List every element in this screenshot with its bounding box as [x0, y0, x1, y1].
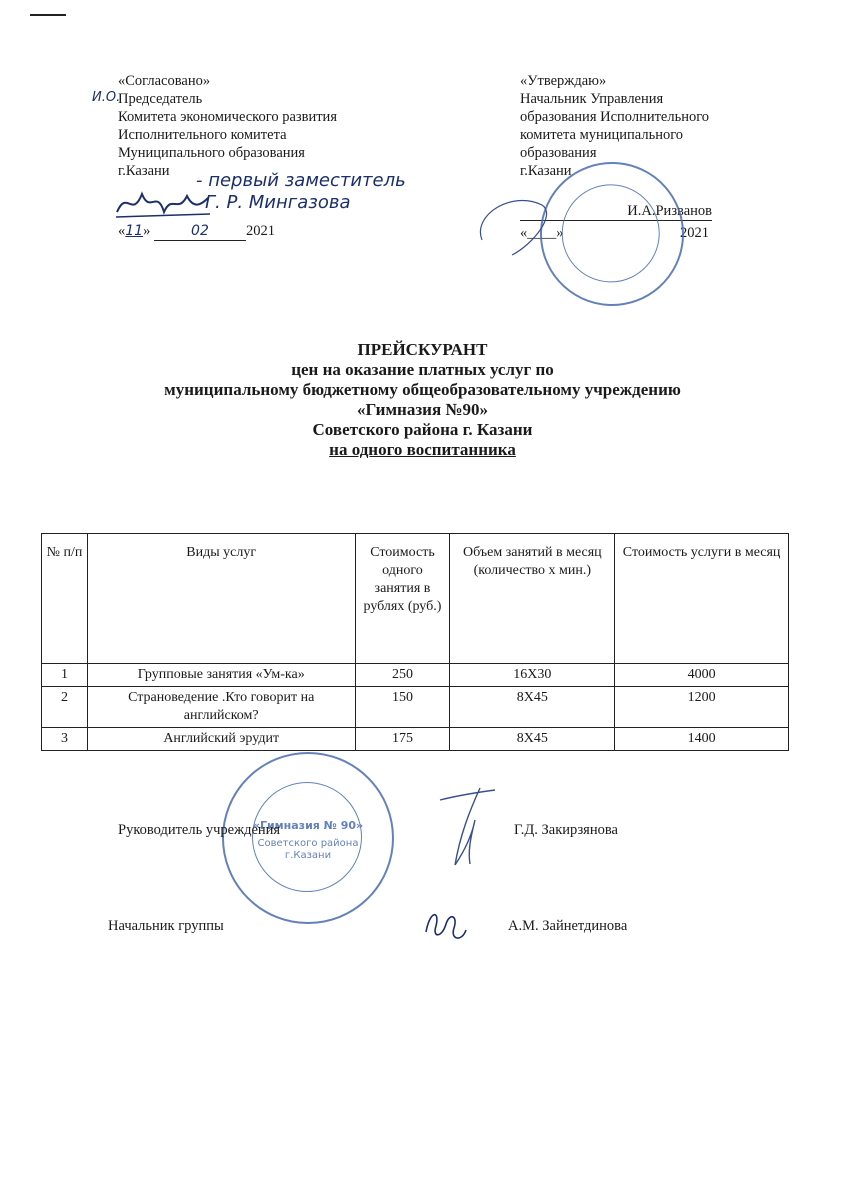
- header-volume: Объем занятий в месяц (количество х мин.): [450, 534, 615, 664]
- date-year: 2021: [245, 223, 275, 239]
- header-service: Виды услуг: [87, 534, 355, 664]
- approver-position-line: образования Исполнительного: [520, 109, 710, 125]
- approver-position-line: Начальник Управления: [520, 91, 664, 107]
- cell-volume: 8Х45: [450, 728, 615, 751]
- cell-service: Страноведение .Кто говорит на английском?: [87, 687, 355, 728]
- cell-num: 2: [42, 687, 88, 728]
- approver-position-line: образования: [520, 145, 597, 161]
- title-subtitle: на одного воспитанника: [329, 440, 516, 459]
- title-main: ПРЕЙСКУРАНТ: [357, 340, 488, 359]
- cell-monthly: 4000: [615, 664, 789, 687]
- cell-service: Групповые занятия «Ум-ка»: [87, 664, 355, 687]
- stamp-name: «Гимназия № 90»: [252, 819, 364, 832]
- cell-num: 1: [42, 664, 88, 687]
- stamp-district: Советского района: [257, 838, 359, 849]
- header-price: Стоимость одного занятия в рублях (руб.): [355, 534, 450, 664]
- title-line: цен на оказание платных услуг по: [291, 360, 554, 379]
- cell-num: 3: [42, 728, 88, 751]
- date-quote-close: »: [143, 223, 151, 239]
- approver-position-line: Председатель: [118, 91, 203, 107]
- price-table: [41, 533, 789, 751]
- approval-block-left: [118, 72, 337, 180]
- table-row: [42, 664, 789, 687]
- signature-group: [418, 902, 478, 950]
- group-title: Начальник группы: [108, 918, 224, 934]
- title-line: муниципальному бюджетному общеобразовательному учреждению: [164, 380, 681, 399]
- approval-date-right-quotes: «____»: [520, 225, 564, 241]
- approval-date-left: [118, 222, 275, 241]
- cell-service: Английский эрудит: [87, 728, 355, 751]
- cell-volume: 16Х30: [450, 664, 615, 687]
- approver-position-line: комитета муниципального: [520, 127, 684, 143]
- cell-price: 175: [355, 728, 450, 751]
- handwritten-name: Г. Р. Мингазова: [205, 192, 351, 213]
- approved-label: «Согласовано»: [118, 73, 211, 89]
- header-monthly: Стоимость услуги в месяц: [615, 534, 789, 664]
- table-header-row: [42, 534, 789, 664]
- stamp-city: г.Казани: [284, 850, 332, 861]
- cell-price: 150: [355, 687, 450, 728]
- date-month: 02: [191, 223, 209, 239]
- table-row: [42, 687, 789, 728]
- signature-head: [430, 780, 500, 870]
- cell-monthly: 1400: [615, 728, 789, 751]
- cell-monthly: 1200: [615, 687, 789, 728]
- table-row: [42, 728, 789, 751]
- signature-right: [472, 185, 562, 265]
- handwritten-title: - первый заместитель: [196, 170, 406, 191]
- approver-city: г.Казани: [520, 163, 572, 179]
- date-month-line: [154, 222, 246, 241]
- scan-edge-mark: [30, 14, 66, 16]
- document-title: [0, 340, 845, 460]
- approved-label: «Утверждаю»: [520, 73, 607, 89]
- approval-date-right-year: 2021: [680, 225, 709, 241]
- head-title: Руководитель учреждения: [118, 822, 281, 838]
- header-num: № п/п: [42, 534, 88, 664]
- signer-name: И.А.Ризванов: [627, 203, 712, 219]
- approver-position-line: Исполнительного комитета: [118, 127, 287, 143]
- approver-position-line: Комитета экономического развития: [118, 109, 337, 125]
- handwritten-prefix: И.О.: [92, 90, 121, 105]
- date-quote-open: «: [118, 223, 126, 239]
- signature-left: [112, 184, 212, 224]
- cell-price: 250: [355, 664, 450, 687]
- cell-volume: 8Х45: [450, 687, 615, 728]
- date-day: 11: [125, 223, 144, 239]
- approver-position-line: Муниципального образования: [118, 145, 305, 161]
- title-line: Советского района г. Казани: [312, 420, 533, 439]
- head-name: Г.Д. Закирзянова: [514, 822, 618, 838]
- title-line: «Гимназия №90»: [357, 400, 488, 419]
- group-name: А.М. Зайнетдинова: [508, 918, 628, 934]
- approver-city: г.Казани: [118, 163, 170, 179]
